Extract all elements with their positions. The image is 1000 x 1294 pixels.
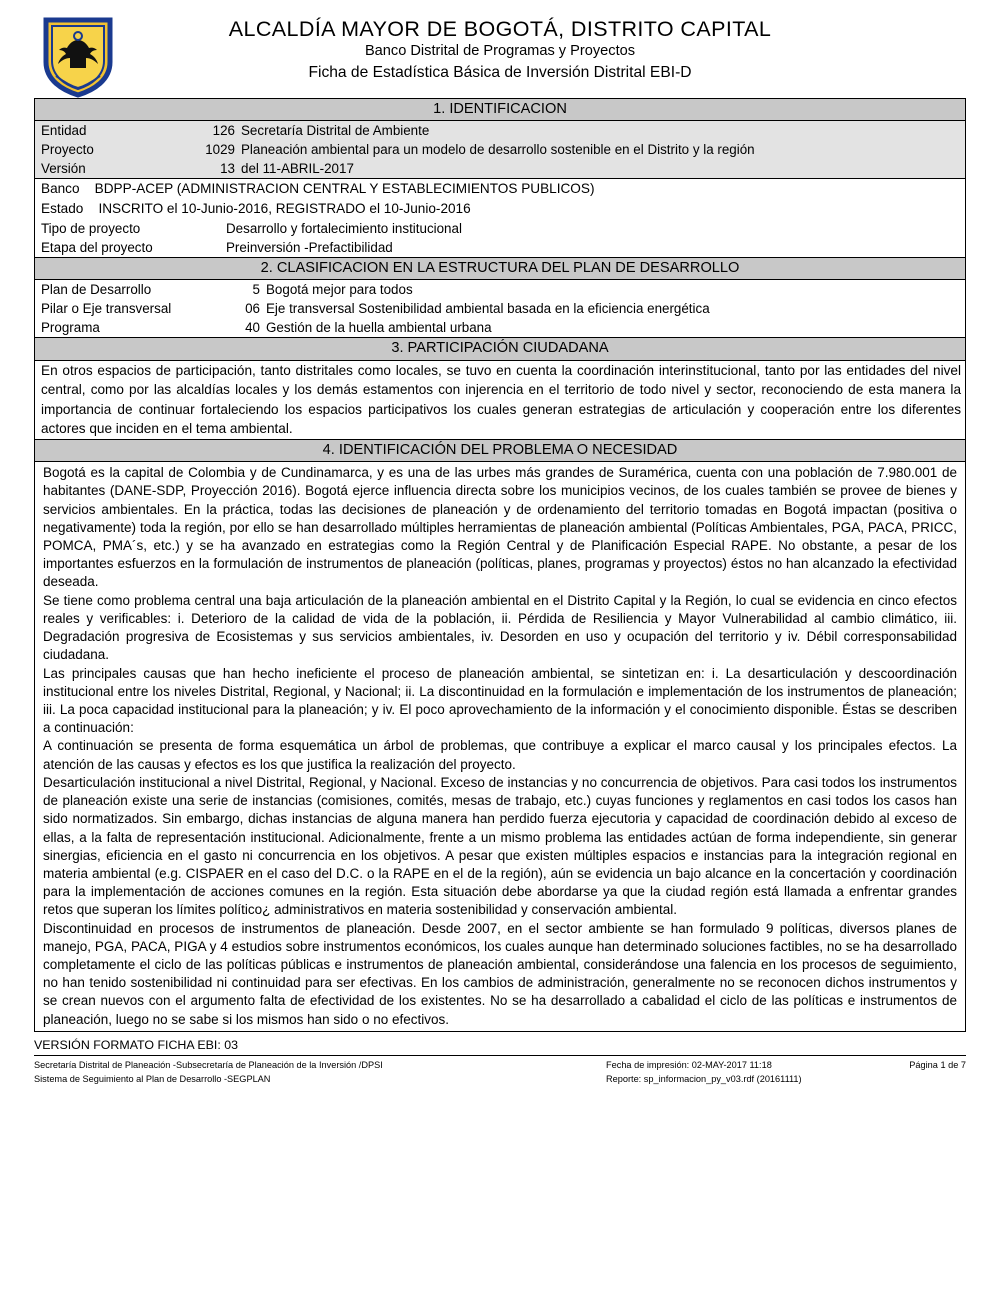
value-etapa-proyecto: Preinversión -Prefactibilidad [226, 240, 393, 256]
label-version: Versión [41, 161, 86, 177]
label-programa: Programa [41, 320, 100, 336]
document-footer [34, 1038, 966, 1087]
header-subtitle-1: Banco Distrital de Programas y Proyectos [364, 43, 636, 60]
problema-block [35, 462, 965, 1031]
problema-paragraph: A continuación se presenta de forma esquemática un árbol de problemas, que contribuye a explicar el marco causal y los principales efectos. La atención de las causas y efectos es los que justifica la realización del proyecto. [43, 738, 957, 772]
row-pilar-eje [35, 299, 965, 318]
label-pilar-eje: Pilar o Eje transversal [41, 301, 172, 317]
section-heading-identificacion: 1. IDENTIFICACION [35, 99, 965, 121]
value-proyecto-numero: 1029 [205, 142, 235, 158]
value-programa-nombre: Gestión de la huella ambiental urbana [266, 320, 492, 336]
document-header [34, 12, 966, 98]
header-subtitle-2: Ficha de Estadística Básica de Inversión Distrital EBI-D [308, 63, 692, 81]
row-tipo-proyecto [35, 219, 965, 238]
footer-page-number: Página 1 de 7 [909, 1059, 966, 1070]
label-etapa-proyecto: Etapa del proyecto [41, 240, 153, 256]
value-entidad-numero: 126 [212, 123, 235, 139]
footer-print-date: Fecha de impresión: 02-MAY-2017 11:18 [606, 1059, 772, 1070]
value-plan-desarrollo-numero: 5 [252, 282, 260, 298]
clasificacion-block [35, 280, 965, 337]
participacion-text: En otros espacios de participación, tanto distritales como locales, se tuvo en cuenta la coordinación interinstitucional, tanto por las entidades del nivel central, como por las alcaldías locales y los demás estamentos con injerencia en el territorio de todo nivel y sector, reconociendo de esta manera la importancia de continuar fortaleciendo los espacios participativos los cuales generan estrategias de articulación y cooperación entre los diferentes actores que inciden en el tema ambiental. [41, 362, 961, 437]
participacion-block [35, 361, 965, 439]
footer-version-format: VERSIÓN FORMATO FICHA EBI: 03 [34, 1037, 239, 1052]
value-proyecto-nombre: Planeación ambiental para un modelo de desarrollo sostenible en el Distrito y la región [241, 142, 755, 158]
problema-paragraph: Discontinuidad en procesos de instrumentos de planeación. Desde 2007, en el sector ambiente se han formulado 9 políticas, diversos planes de manejo, PGA, PACA, PIGA y 4 estudios sobre instrumentos económicos, los cuales aunque han determinado soluciones factibles, no se ha desarrollado completamente el ciclo de las políticas públicas e instrumentos de planeación ambiental, considerándose una falencia en los procesos de seguimiento, no han tenido sostenibilidad ni continuidad para ser efectivas. En los cambios de administración, generalmente no se reconocen dichos instrumentos y se crean nuevos con el argumento falta de efectividad de los existentes. No se ha desarrollado a cabalidad el ciclo de las políticas e instrumentos de planeación, luego no se sabe si los mismos han sido o no efectivos. [43, 920, 957, 1027]
value-version-fecha: del 11-ABRIL-2017 [241, 161, 354, 177]
row-banco [35, 179, 965, 199]
banco-block [35, 179, 965, 257]
value-plan-desarrollo-nombre: Bogotá mejor para todos [266, 282, 413, 298]
row-programa [35, 318, 965, 337]
label-estado: Estado [41, 201, 84, 217]
footer-report-name: Reporte: sp_informacion_py_v03.rdf (20161111) [606, 1073, 802, 1084]
label-tipo-proyecto: Tipo de proyecto [41, 221, 141, 237]
label-banco: Banco [41, 181, 80, 197]
ficha-ebi-table [34, 98, 966, 1032]
problema-paragraph: Se tiene como problema central una baja articulación de la planeación ambiental en el Distrito Capital y la Región, lo cual se evidencia en cinco efectos reales y verificables: i. Deterioro de la calidad de vida de la población, ii. Pérdida de Resiliencia y Mayor Vulnerabilidad al cambio climático, iii. Degradación progresiva de Ecosistemas y sus servicios ambientales, iv. Desorden en uso y ocupación del territorio y iv. Débil corresponsabilidad ciudadana. [43, 592, 957, 663]
value-tipo-proyecto: Desarrollo y fortalecimiento institucional [226, 221, 462, 237]
section-heading-participacion: 3. PARTICIPACIÓN CIUDADANA [35, 337, 965, 360]
problema-paragraph: Las principales causas que han hecho ineficiente el proceso de planeación ambiental, se sintetizan en: i. La desarticulación y descoordinación institucional entre los niveles Distrital, Regional, y Nacional; ii. La discontinuidad en la formulación e implementación de los instrumentos de planeación; iii. La poca capacidad institucional para la planeación; y iv. El poco aprovechamiento de la información y el conocimiento disponible. Éstas se describen a continuación: [43, 665, 957, 736]
escudo-bogota-icon [42, 16, 114, 98]
row-plan-desarrollo [35, 280, 965, 299]
footer-entity-line-1: Secretaría Distrital de Planeación -Subsecretaría de Planeación de la Inversión /DPSI [34, 1059, 383, 1070]
page-title: ALCALDÍA MAYOR DE BOGOTÁ, DISTRITO CAPITAL [228, 17, 772, 41]
row-estado [35, 199, 965, 219]
section-heading-clasificacion: 2. CLASIFICACION EN LA ESTRUCTURA DEL PLAN DE DESARROLLO [35, 257, 965, 280]
value-banco: BDPP-ACEP (ADMINISTRACION CENTRAL Y ESTABLECIMIENTOS PUBLICOS) [94, 181, 595, 197]
value-programa-numero: 40 [245, 320, 260, 336]
row-entidad [35, 121, 965, 140]
row-proyecto [35, 140, 965, 159]
value-pilar-eje-numero: 06 [245, 301, 260, 317]
label-proyecto: Proyecto [41, 142, 94, 158]
problema-paragraph: Bogotá es la capital de Colombia y de Cundinamarca, y es una de las urbes más grandes de Suramérica, cuenta con una población de 7.980.001 de habitantes (DANE-SDP, Proyección 2016). Bogotá ejerce influencia directa sobre los municipios vecinos, de los cuales también se provee de bienes y servicios ambientales. En la práctica, todas las decisiones de planeación y de ordenamiento del territorio tomadas en Bogotá impactan (positiva o negativamente) toda la región, por ello se han desarrollado múltiples herramientas de planeación ambiental (Políticas Ambientales, PGA, PACA, PRICC, POMCA, PMA´s, etc.) y se ha avanzado en estrategias como la Región Central y de Planificación Especial RAPE. No obstante, a pesar de los importantes esfuerzos en la formulación de instrumentos de planeación (políticas, planes, programas y proyectos) éstos no han alcanzado la efectividad deseada. [43, 465, 957, 590]
problema-paragraph: Desarticulación institucional a nivel Distrital, Regional, y Nacional. Exceso de instancias y no concurrencia de objetivos. Para casi todos los instrumentos de planeación existe una serie de instancias (comisiones, comités, mesas de trabajo, etc.) cuyas funciones y reglamentos en casi todos los casos han sido normatizados. Sin embargo, dichas instancias de alguna manera han perdido fuerza ejecutoria y capacidad de coordinación debido al exceso de ellas, a la falta de representación institucional. Adicionalmente, frente a un mismo problema las entidades actúan de forma independiente, sin generar sinergias, eficiencia en el gasto ni concurrencia en los objetivos. A pesar que existen múltiples espacios e instancias para la integración regional en materia ambiental (e.g. CISPAER en el caso del D.C. o la RAPE en el de la región), aún se evidencia un bajo alcance en la concertación y coordinación para la implementación de acciones comunes en la región. Esta situación debe abordarse ya que la ciudad región está llamada a enfrentar grandes retos que superan los límites político¿ administrativos en materia sostenibilidad y conservación ambiental. [43, 774, 957, 918]
row-etapa-proyecto [35, 238, 965, 257]
label-entidad: Entidad [41, 123, 87, 139]
footer-entity-line-2: Sistema de Seguimiento al Plan de Desarrollo -SEGPLAN [34, 1073, 271, 1084]
value-version-numero: 13 [220, 161, 235, 177]
row-version [35, 159, 965, 178]
value-estado: INSCRITO el 10-Junio-2016, REGISTRADO el 10-Junio-2016 [98, 201, 471, 217]
label-plan-desarrollo: Plan de Desarrollo [41, 282, 152, 298]
section-heading-problema: 4. IDENTIFICACIÓN DEL PROBLEMA O NECESIDAD [35, 439, 965, 462]
value-entidad-nombre: Secretaría Distrital de Ambiente [241, 123, 430, 139]
value-pilar-eje-nombre: Eje transversal Sostenibilidad ambiental basada en la eficiencia energética [266, 301, 710, 317]
identificacion-block [35, 121, 965, 178]
footer-divider [34, 1055, 966, 1056]
